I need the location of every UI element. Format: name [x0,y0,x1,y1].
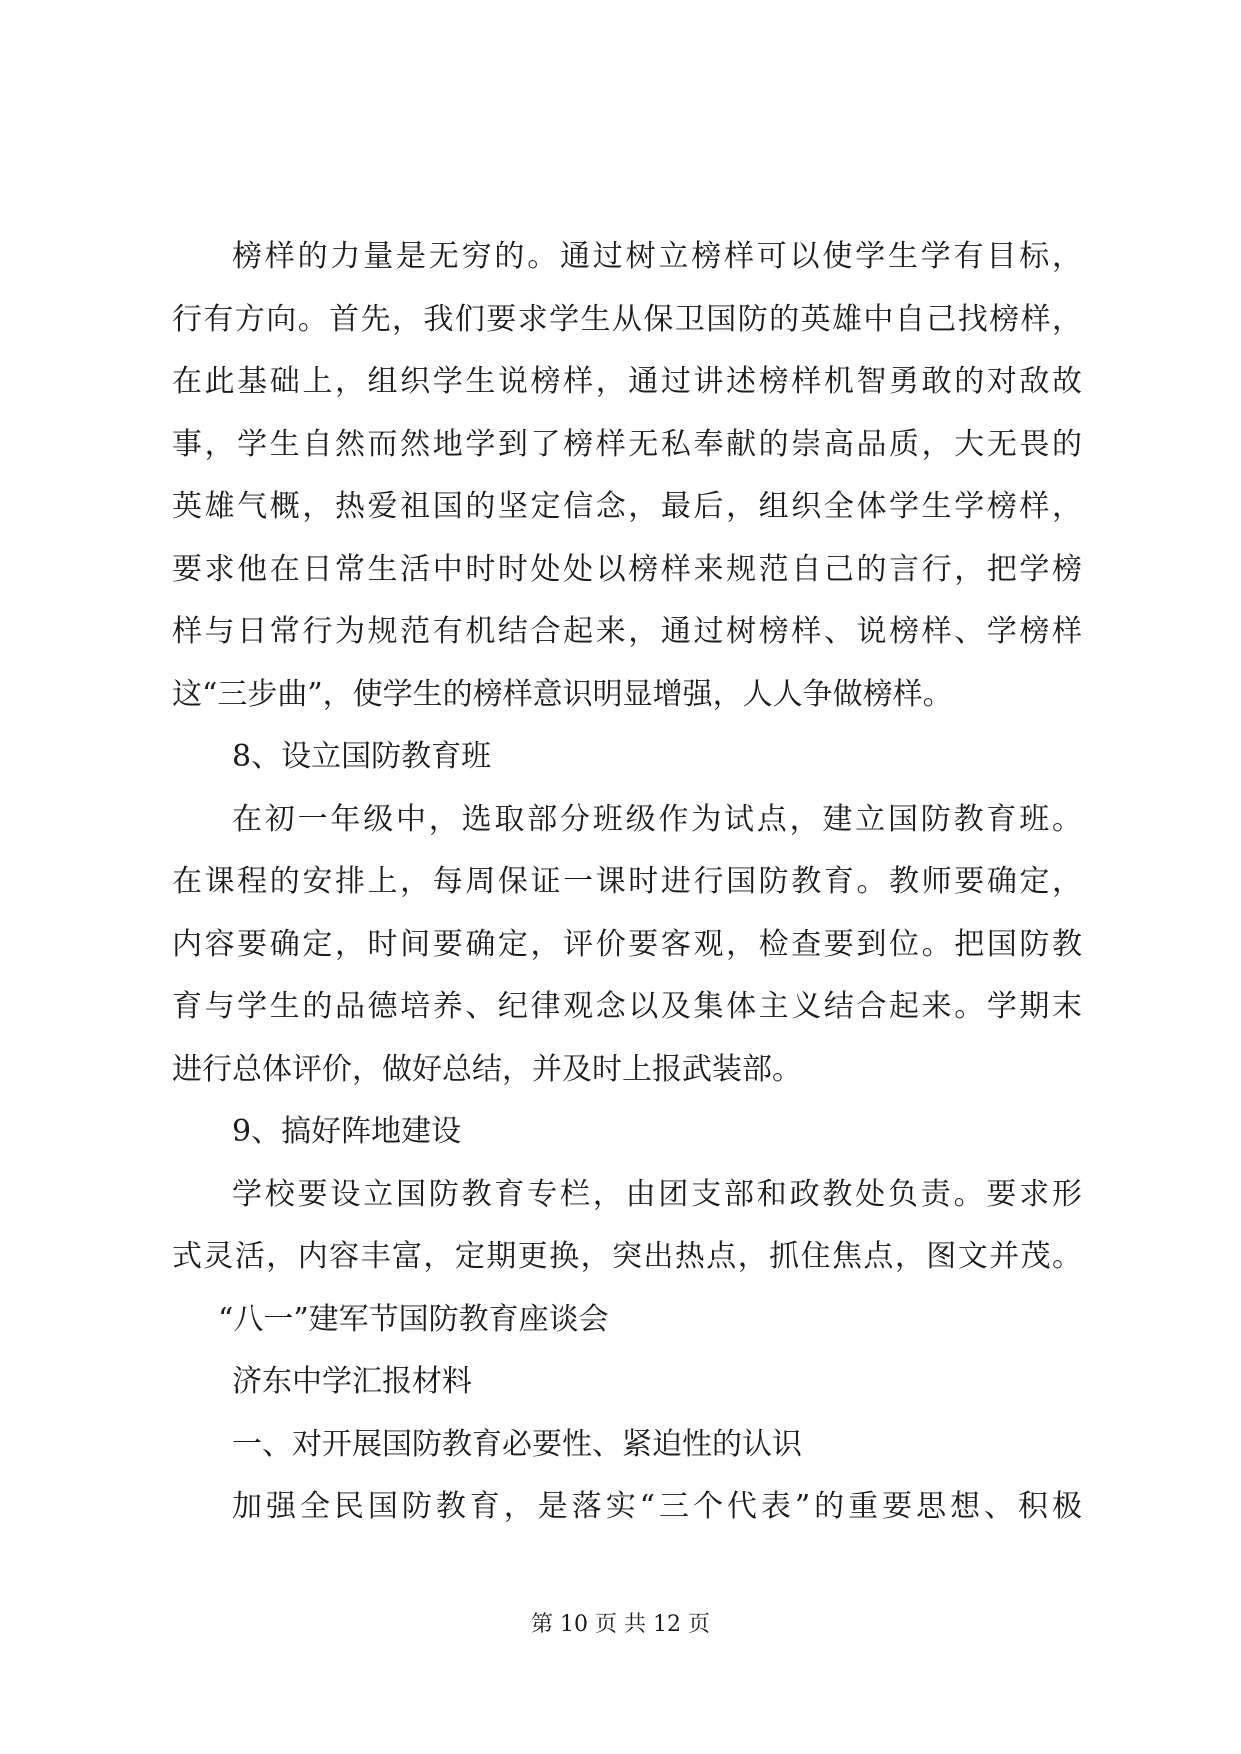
paragraph-line: 在此基础上，组织学生说榜样，通过讲述榜样机智勇敢的对敌故 [172,364,1082,399]
document-title: “八一”建军节国防教育座谈会 [218,1301,609,1337]
section-heading: 一、对开展国防教育必要性、紧迫性的认识 [232,1426,802,1462]
paragraph-line: 学校要设立国防教育专栏，由团支部和政教处负责。要求形 [232,1176,1082,1212]
paragraph-line: 在课程的安排上，每周保证一课时进行国防教育。教师要确定， [172,864,1082,899]
paragraph-line: 行有方向。首先，我们要求学生从保卫国防的英雄中自己找榜样， [172,301,1082,337]
document-subtitle: 济东中学汇报材料 [232,1364,472,1399]
paragraph-line: 内容要确定，时间要确定，评价要客观，检查要到位。把国防教 [172,926,1082,962]
section-heading: 8、设立国防教育班 [232,739,492,774]
document-body [172,226,1082,1539]
paragraph-line: 事，学生自然而然地学到了榜样无私奉献的崇高品质，大无畏的 [172,426,1082,462]
paragraph-line: 样与日常行为规范有机结合起来，通过树榜样、说榜样、学榜样 [172,614,1082,649]
paragraph-line: 进行总体评价，做好总结，并及时上报武装部。 [172,1051,802,1087]
paragraph-line: 加强全民国防教育，是落实“三个代表”的重要思想、积极 [232,1489,1082,1524]
paragraph-line: 这“三步曲”，使学生的榜样意识明显增强，人人争做榜样。 [172,676,953,712]
paragraph-line: 英雄气概，热爱祖国的坚定信念，最后，组织全体学生学榜样， [172,489,1082,524]
paragraph-line: 育与学生的品德培养、纪律观念以及集体主义结合起来。学期末 [172,989,1082,1024]
page-number-footer: 第 10 页 共 12 页 [531,1612,710,1637]
paragraph-line: 要求他在日常生活中时时处处以榜样来规范自己的言行，把学榜 [172,551,1082,587]
paragraph-line: 榜样的力量是无穷的。通过树立榜样可以使学生学有目标， [232,239,1082,274]
paragraph-line: 在初一年级中，选取部分班级作为试点，建立国防教育班。 [232,801,1082,837]
section-heading: 9、搞好阵地建设 [232,1114,462,1149]
paragraph-line: 式灵活，内容丰富，定期更换，突出热点，抓住焦点，图文并茂。 [172,1239,1082,1274]
